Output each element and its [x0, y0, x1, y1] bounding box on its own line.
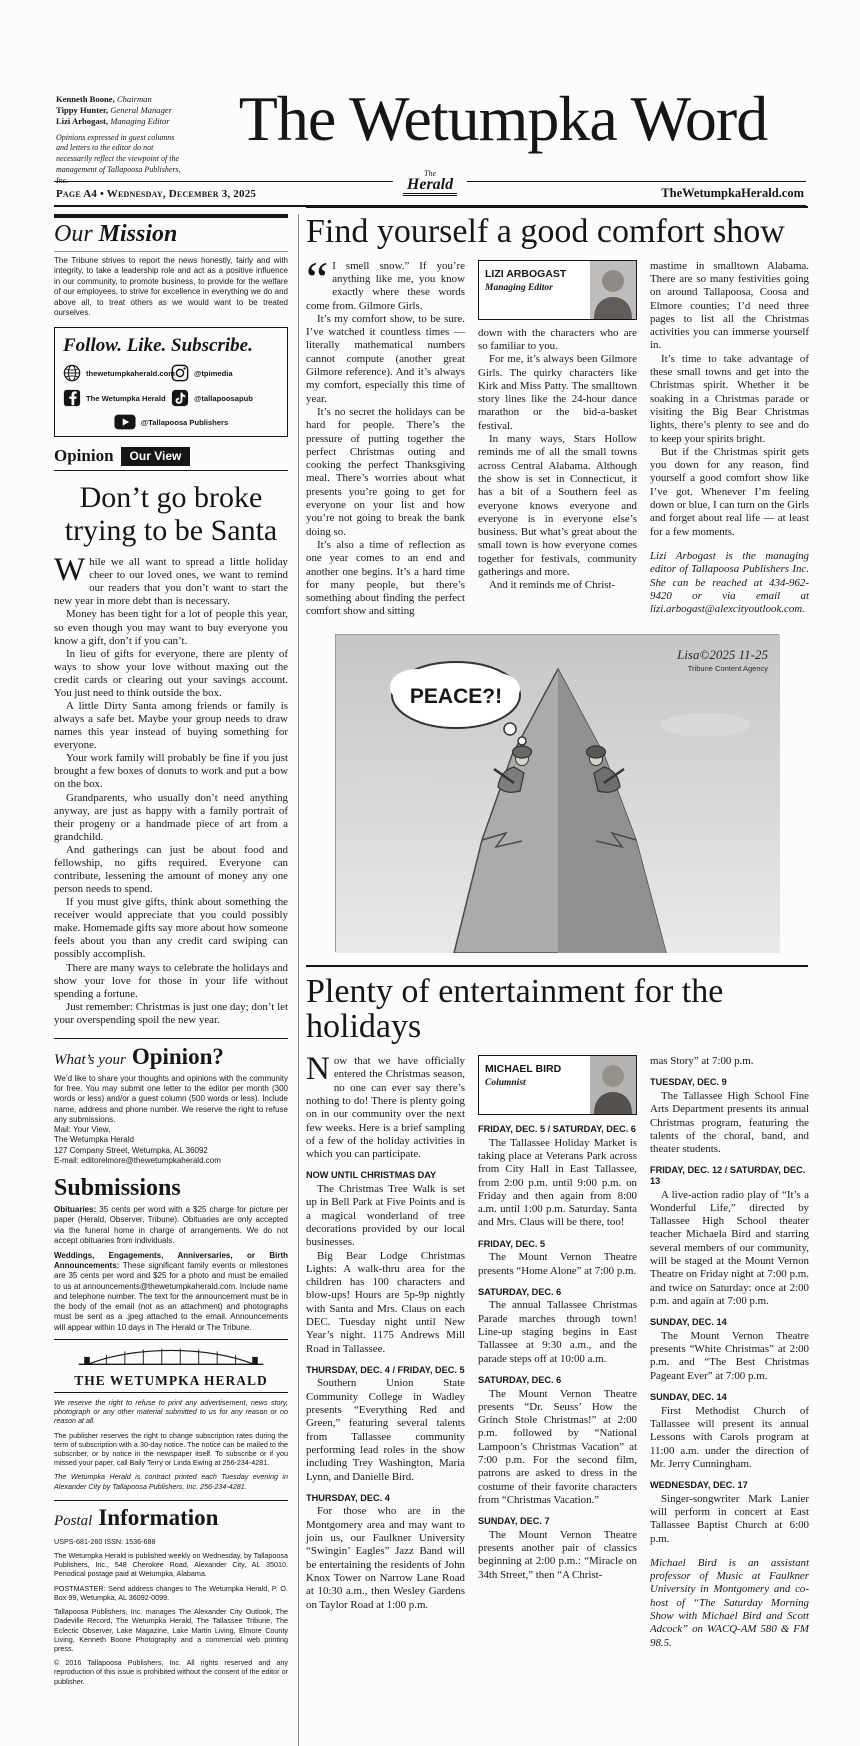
social-handle: thewetumpkaherald.com	[86, 368, 176, 378]
drop-cap: W	[54, 552, 86, 589]
masthead-staff-line	[56, 94, 206, 105]
article-paragraph: But if the Christmas spirit gets you down for any reason, find yourself a good comfort show like I’ve got. Whenever I’m feeling down or blue, I can turn on the Girls and forget about real life — at least for a few moments.	[650, 445, 809, 538]
announcements-paragraph: Weddings, Engagements, Anniversaries, or Birth Announcements: These significant family events or milestones are 35 cents per word and $25 for a photo and must be emailed to us at announcements@thewetumpkaherald.com. Include name and telephone number. The text for the announcement must be in the body of the email (not as an attachment) and photographs must be sent as a .jpeg attached to the email. Announcements will appear within 10 days in The Herald or The Tribune.	[54, 1250, 288, 1332]
event-body: A live-action radio play of “It’s a Wonderful Life,” directed by Tallassee High School theater teacher Michaela Bird and starring several members of our community, will be staged at the Mount Vernon Theatre on Friday night at 7:00 p.m. and twice on Saturday: once at 2:00 p.m. and again at 7:00 p.m.	[650, 1188, 809, 1307]
refusal-notice: We reserve the right to refuse to print any advertisement, news story, photograph or any other material submitted to us for any reason or no reason at all.	[54, 1397, 288, 1426]
author-bio: Lizi Arbogast is the managing editor of Tallapoosa Publishers Inc. She can be reached at 434-962-9420 or via email at lizi.arbogast@alexcityoutlook.com.	[650, 549, 809, 616]
printing-notice: The Wetumpka Herald is contract printed each Tuesday evening in Alexander City by Tallapoosa Publishers, Inc. 256-234-4281.	[54, 1472, 288, 1491]
staff-role: General Manager	[110, 105, 173, 116]
tiktok-icon	[171, 389, 189, 407]
editorial-cartoon	[335, 634, 779, 952]
subscription-notice: The publisher reserves the right to change subscription rates during the term of subscription with a 30-day notice. The notice can be mailed to the subscriber, or by notice in the newspaper itself. To subscribe or if you missed your paper, call Baily Terry or Linda Ewing at 256-234-4281.	[54, 1430, 288, 1468]
event-date-header: FRIDAY, DEC. 5 / SATURDAY, DEC. 6	[478, 1124, 636, 1135]
left-column	[54, 214, 288, 1686]
editorial-paragraph: Your work family will probably be fine if you just brought a few boxes of donuts to work and put a bow on the box.	[54, 752, 288, 791]
comfort-columns	[306, 250, 809, 619]
staff-name: Lizi Arbogast,	[56, 116, 109, 127]
event-date-header: FRIDAY, DEC. 12 / SATURDAY, DEC. 13	[650, 1165, 806, 1187]
mail-line: The Wetumpka Herald	[54, 1135, 134, 1145]
event-date-header: SUNDAY, DEC. 7	[478, 1516, 550, 1527]
masthead-disclaimer: Opinions expressed in guest columns and letters to the editor do not necessarily reflect the viewpoint of the management of Tallapoosa Publishers, Inc.	[56, 132, 181, 185]
cartoon-signature: Lisa©2025 11-25	[677, 646, 768, 662]
follow-box	[54, 327, 288, 437]
event-date-header: SATURDAY, DEC. 6	[478, 1286, 562, 1297]
event-body: The Mount Vernon Theatre presents “White Christmas” at 2:00 p.m. and “The Best Christmas Pageant Ever” at 7:00 p.m.	[650, 1329, 809, 1382]
article-paragraph: It’s my comfort show, to be sure. I’ve watched it countless times — literally mathematical numbers cannot compute (another great Gilmore reference). And it’s always my comfort, especially this time of year.	[306, 312, 465, 405]
event-body: The Mount Vernon Theatre presents “Home Alone” at 7:00 p.m.	[478, 1251, 637, 1277]
herald-logo-the: The	[424, 169, 436, 178]
article-paragraph: It’s time to take advantage of these small towns and get into the Christmas spirit. Whether it be soaking in a Christmas parade or visiting the Big Bear Christmas lights, there’s plenty to see and do to keep your spirits bright.	[650, 352, 809, 445]
social-handle: The Wetumpka Herald	[86, 393, 166, 403]
social-item-instagram	[171, 364, 279, 382]
entertainment-headline: Plenty of entertainment for the holidays	[306, 972, 724, 1046]
event-listing	[478, 1375, 637, 1507]
editorial-paragraph: In lieu of gifts for everyone, there are plenty of ways to show your love without maxing out the credit cards or clearing out your savings account. You just need to think outside the box.	[54, 647, 288, 699]
opinion-invite-title: What’s your Opinion?	[54, 1043, 224, 1069]
author-box-lizi	[478, 260, 637, 320]
mission-section	[54, 214, 288, 318]
right-column	[306, 206, 808, 1650]
event-date-header: THURSDAY, DEC. 4 / FRIDAY, DEC. 5	[306, 1364, 465, 1375]
author-name: MICHAEL BIRD	[485, 1063, 562, 1076]
entertainment-col-3	[650, 1055, 809, 1650]
event-date-header: SATURDAY, DEC. 6	[478, 1374, 562, 1385]
article-paragraph: “ I smell snow.” If you’re anything like me, you know exactly where these words come from. Gilmore Girls.	[306, 250, 465, 312]
bubble-text: PEACE?!	[409, 684, 503, 708]
entertainment-columns	[306, 1051, 809, 1650]
obituaries-paragraph: Obituaries: 35 cents per word with a $25 charge for picture per paper (Herald, Observer, Tribune). Obituaries are only accepted via the funeral home in charge of arrangements. We do not accept obituaries from individuals.	[54, 1205, 288, 1245]
author-title: Columnist	[485, 1078, 526, 1089]
opinion-kicker: Opinion	[54, 446, 114, 466]
event-listing	[650, 1480, 809, 1546]
article-paragraph: Now that we have officially entered the Christmas season, no one can ever say there’s nothing to do! There is plenty going on in our community over the next few weeks. Here is a brief sampling of a few of the holiday activities in which you can participate.	[306, 1051, 465, 1161]
event-body: The annual Tallassee Christmas Parade marches through town! Line-up staging begins in East Tallassee at 9:30 a.m., and the parade steps off at 10:00 a.m.	[478, 1299, 637, 1365]
page-date-line: Page A4 • Wednesday, December 3, 2025	[56, 187, 257, 200]
pull-quote-mark: “	[306, 250, 329, 307]
copyright-paragraph: © 2016 Tallapoosa Publishers, Inc. All rights reserved and any reproduction of this issue is prohibited without the consent of the editor or publisher.	[54, 1658, 288, 1686]
comfort-col-2	[478, 260, 637, 619]
editorial-paragraph: Just remember: Christmas is just one day; don’t let your overspending spoil the new year.	[54, 1000, 288, 1026]
social-item-website	[63, 364, 176, 382]
author-bio: Michael Bird is an assistant professor of Music at Faulkner University in Montgomery and co-host of “The Saturday Morning Show with Michael Bird and Scott Adcock” on WACQ-AM 580 & FM 98.5.	[650, 1556, 809, 1649]
social-handle: @Tallapoosa Publishers	[140, 417, 229, 427]
follow-title: Follow. Like. Subscribe.	[63, 335, 253, 357]
event-date-header: THURSDAY, DEC. 4	[306, 1492, 390, 1503]
staff-name: Tippy Hunter,	[56, 105, 109, 116]
event-body: For those who are in the Montgomery area and may want to join us, our Faulkner University “Swingin’ Eagles” Jazz Band will be entertaining the residents of John Knox Tower on Narrow Lane Road at 10:30 a.m., then Wesley Gardens on Taylor Road at 1:00 p.m.	[306, 1505, 465, 1611]
staff-role: Chairman	[116, 94, 152, 104]
entertainment-col-2	[478, 1055, 637, 1650]
article-paragraph: It’s no secret the holidays can be hard for people. There’s the pressure of putting together the perfect Christmas outing and cooking the perfect Thanksgiving meal. There’s worries about what presents you’re going to get for everyone on your list and how you’re not going to break the bank doing so.	[306, 405, 465, 538]
comfort-col-3	[650, 260, 809, 619]
comfort-article	[306, 206, 808, 619]
event-listing	[478, 1124, 637, 1230]
masthead	[56, 94, 206, 187]
instagram-icon	[171, 364, 189, 382]
herald-mini-logo	[393, 169, 467, 194]
author-title: Managing Editor	[485, 282, 553, 293]
masthead-staff-line	[56, 116, 206, 127]
event-date-header: WEDNESDAY, DEC. 17	[650, 1480, 748, 1491]
mail-line: 127 Company Street, Wetumpka, AL 36092	[54, 1145, 208, 1155]
event-listing	[650, 1165, 809, 1308]
issn-line: USPS-681-260 ISSN: 1536-688	[54, 1536, 156, 1546]
globe-icon	[63, 364, 81, 382]
youtube-icon	[114, 414, 136, 430]
staff-role: Managing Editor	[110, 116, 170, 127]
event-date-header: TUESDAY, DEC. 9	[650, 1077, 727, 1088]
site-url: TheWetumpkaHerald.com	[661, 186, 804, 200]
social-grid	[63, 364, 279, 432]
event-body: The Tallassee High School Fine Arts Department presents its annual Christmas program, featuring the talents of the choral, band, and theater students.	[650, 1089, 809, 1156]
publisher-paragraph: Tallapoosa Publishers, Inc. manages The Alexander City Outlook, The Dadeville Record, The Wetumpka Herald, The Tallassee Tribune, The Eclectic Observer, Lake Magazine, Lake Martin Living, Elmore County Living, Kenneth Boone Photography and a commercial web printing press.	[54, 1607, 288, 1654]
nameplate-title: The Wetumpka Word	[238, 83, 768, 154]
cartoon-credit: Tribune Content Agency	[687, 663, 768, 673]
article-paragraph: For me, it’s always been Gilmore Girls. The quirky characters like Kirk and Miss Patty. The smalltown story lines like the 24-hour dance marathon or the bid-a-basket festival.	[478, 353, 637, 432]
submissions-title: Submissions	[54, 1175, 181, 1202]
author-box-michael	[478, 1055, 637, 1115]
column-divider	[298, 214, 299, 1746]
herald-logo-text: THE WETUMPKA HERALD	[74, 1372, 268, 1388]
event-listing	[306, 1493, 465, 1612]
postmaster-paragraph: POSTMASTER: Send address changes to The Wetumpka Herald, P. O. Box 99, Wetumpka, AL 36092-0099.	[54, 1583, 288, 1602]
submissions-section	[54, 1175, 288, 1333]
article-paragraph: It’s also a time of reflection as one year comes to an end and another one begins. It’s a hard time for many people, but there’s something about finding the perfect comfort show and sitting	[306, 538, 465, 618]
editorial-headline: Don’t go broke trying to be Santa	[64, 481, 278, 547]
author-photo	[590, 1056, 636, 1114]
event-listing	[478, 1287, 637, 1366]
author-name: LIZI ARBOGAST	[485, 267, 567, 280]
our-view-tag: Our View	[121, 447, 191, 466]
comfort-col-1	[306, 250, 465, 619]
masthead-staff-line	[56, 105, 206, 116]
postal-title: Postal Information	[54, 1500, 288, 1532]
herald-logo-name: Herald	[403, 176, 457, 196]
event-body: Singer-songwriter Mark Lanier will perform in concert at East Tallassee Baptist Church at 6:00 p.m.	[650, 1492, 809, 1545]
article-paragraph: And it reminds me of Christ-	[489, 579, 616, 592]
article-paragraph: down with the characters who are so familiar to you.	[478, 326, 637, 352]
editorial-paragraph: If you must give gifts, think about something the receiver would appreciate that you could possibly make. Homemade gifts say more about how someone feels about you than any credit card swiping can possibly accomplish.	[54, 896, 288, 961]
article-paragraph: mastime in smalltown Alabama. There are so many festivities going on around Tallapoosa, Coosa and Elmore counties; I’d need three pages to list all the Christmas activities you can immerse yourself in.	[650, 259, 809, 352]
author-photo	[590, 261, 636, 319]
event-body: Southern Union State Community College in Wadley presents “Everything Red and Green,” featuring several talents from Tallassee community performing lead roles in the show including Trey Washington, Maria Lynn, and Danielle Bird.	[306, 1377, 465, 1483]
editorial-paragraph: Grandparents, who usually don’t need anything anyway, are just as happy with a family portrait of their progeny or a handmade piece of art from a grandchild.	[54, 791, 288, 843]
event-date-header: FRIDAY, DEC. 5	[478, 1238, 546, 1249]
bridge-icon	[71, 1344, 271, 1368]
event-listing	[478, 1516, 637, 1582]
editorial-paragraph: A little Dirty Santa among friends or family is always a safe bet. Maybe your group needs to draw names this year instead of buying something for everyone.	[54, 699, 288, 752]
event-body: The Tallassee Holiday Market is taking place at Veterans Park across from City Hall in East Tallassee, from 2:00 p.m. until 9:00 p.m. on Friday and then again from 8:00 a.m. until 1:00 p.m. Saturday. Santa and Mrs. Claus will be there, too!	[478, 1136, 637, 1229]
herald-logo-box	[54, 1339, 288, 1393]
editorial-paragraph: There are many ways to celebrate the holidays and show your love for those in your life without spending a fortune.	[54, 961, 288, 1000]
event-date-header: SUNDAY, DEC. 14	[650, 1392, 727, 1403]
facebook-icon	[63, 389, 81, 407]
email-line: E-mail: editorelmore@thewetumpkaherald.com	[54, 1155, 221, 1165]
event-body: The Mount Vernon Theatre presents another pair of classics beginning at 2:00 p.m.: “Miracle on 34th Street,” then “A Christ-	[478, 1528, 637, 1581]
postal-paragraph: The Wetumpka Herald is published weekly on Wednesday, by Tallapoosa Publishers, Inc., 548 Cherokee Road, Alexander City, AL 35010. Periodical postage paid at Wetumpka, Alabama.	[54, 1551, 288, 1579]
editorial-paragraph: Money has been tight for a lot of people this year, so even though you may want to buy everyone you know a gift, don’t if you can’t.	[54, 608, 288, 647]
opinion-invite-section	[54, 1038, 288, 1166]
social-item-facebook	[63, 389, 171, 407]
event-body: First Methodist Church of Tallassee will present its annual Lessons with Carols program at 11:00 a.m. under the direction of Mr. Jerry Cunningham.	[650, 1404, 809, 1470]
event-listing	[650, 1317, 809, 1383]
social-item-tiktok	[171, 389, 279, 407]
event-body: The Mount Vernon Theatre presents “Dr. Seuss’ How the Grinch Stole Christmas!” at 2:00 p.m. followed by “National Lampoon’s Christmas Vacation” at 7:00 p.m. For the second film, patrons are asked to dress in the costume of their favorite characters from “Christmas Vacation.”	[478, 1387, 637, 1506]
social-handle: @tpimedia	[194, 368, 233, 378]
editorial-paragraph: And gatherings can just be about food and fellowship, no gifts required. Everyone can contribute, lessening the amount of money any one person needs to spend.	[54, 843, 288, 896]
event-listing	[650, 1392, 809, 1471]
event-body-continuation: mas Story” at 7:00 p.m.	[650, 1055, 754, 1068]
event-listing	[650, 1077, 809, 1156]
event-listing	[306, 1365, 465, 1484]
event-listing	[306, 1170, 465, 1355]
event-body: The Christmas Tree Walk is set up in Bell Park at Five Points and is a magical wonderland of tree decorations provided by our local businesses.	[306, 1183, 465, 1249]
header-bar	[54, 169, 806, 207]
event-date-header: SUNDAY, DEC. 14	[650, 1317, 727, 1328]
opinion-kicker-bar	[54, 446, 288, 471]
staff-name: Kenneth Boone,	[56, 94, 115, 104]
mission-text: The Tribune strives to report the news honestly, fairly and with integrity, to take a leadership role and act as a positive influence in our community, to promote business, to provide for the welfare of our employees, to strive for excellence in everything we do and above all, to treat others as we would want to be treated ourselves.	[54, 256, 288, 317]
event-date-header: NOW UNTIL CHRISTMAS DAY	[306, 1170, 437, 1181]
editorial-body	[54, 552, 288, 1027]
drop-cap: N	[306, 1051, 330, 1088]
social-item-youtube	[63, 414, 279, 430]
comfort-headline: Find yourself a good comfort show	[306, 213, 785, 250]
event-body: Big Bear Lodge Christmas Lights: A walk-thru area for the children has 100 characters and blow-ups! Hours are 5p-9p nightly with Santa and Mrs. Claus on each DEC. Tuesday night until New Year’s night. 1175 Andrews Mill Road in Tallassee.	[306, 1249, 465, 1355]
event-listing	[478, 1239, 637, 1278]
mission-title: Our Mission	[54, 221, 288, 252]
mail-label: Mail: Your View,	[54, 1125, 111, 1135]
editorial-paragraph: While we all want to spread a little holiday cheer to our loved ones, we want to remind our readers that you don’t want to start the new year in more debt than is necessary.	[54, 552, 288, 608]
entertainment-col-1	[306, 1051, 465, 1650]
entertainment-article	[306, 965, 808, 1650]
opinion-invite-body: We’d like to share your thoughts and opinions with the community for free. You may submit one letter to the editor per month (300 words or less) and/or a guest column (500 words or less). Include name, address and phone number. We reserve the right to refuse any submissions.	[54, 1073, 288, 1124]
social-handle: @tallapoosapub	[194, 393, 253, 403]
article-paragraph: In many ways, Stars Hollow reminds me of all the small towns across Central Alabama. Although the show is set in Connecticut, it has a bit of a Southern feel as everyone knows everyone and everyone is in everyone else’s business. But what’s great about the small town is how everyone comes together for festivals, community gatherings and more.	[478, 433, 637, 579]
